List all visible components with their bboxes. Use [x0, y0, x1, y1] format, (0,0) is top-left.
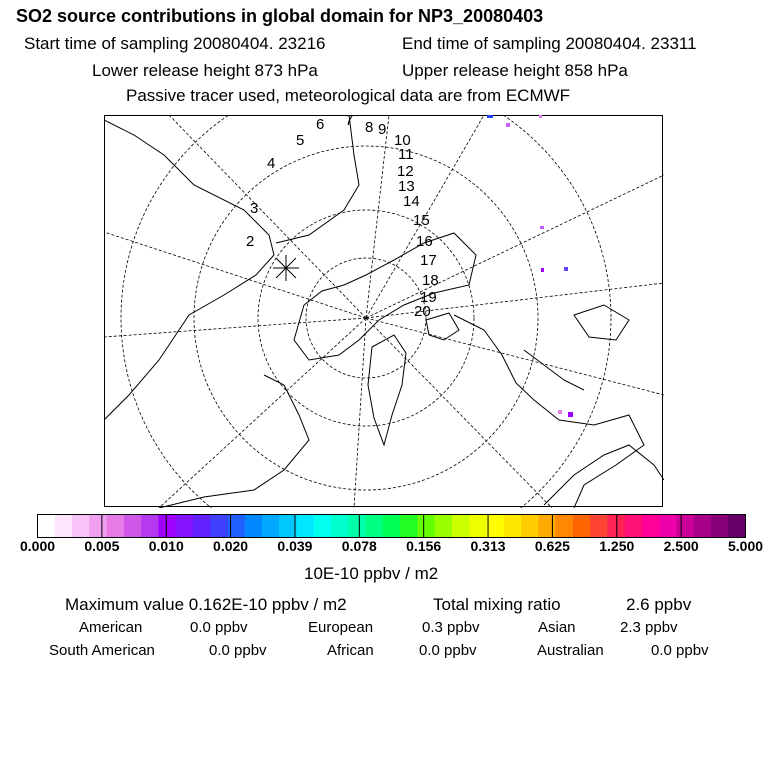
color-bar-cell: [486, 515, 504, 538]
trajectory-hour-label: 18: [422, 272, 439, 289]
trajectory-hour-label: 7: [345, 115, 354, 129]
color-bar-cell: [262, 515, 280, 538]
color-bar-tick-label: 0.039: [277, 538, 313, 554]
color-bar-cell: [72, 515, 90, 538]
region-value-african: 0.0 ppbv: [419, 642, 477, 659]
region-value-american: 0.0 ppbv: [190, 619, 248, 636]
color-bar-cell: [469, 515, 487, 538]
region-name-african: African: [327, 642, 374, 659]
region-value-south-american: 0.0 ppbv: [209, 642, 267, 659]
color-bar-cell: [193, 515, 211, 538]
trajectory-hour-label: 5: [296, 132, 305, 149]
color-bar-cell: [314, 515, 332, 538]
color-bar-cell: [331, 515, 349, 538]
color-bar-cell: [590, 515, 608, 538]
color-bar-cell: [625, 515, 643, 538]
region-name-american: American: [79, 619, 143, 636]
trajectory-hour-label: 15: [413, 212, 430, 229]
color-bar-cell: [400, 515, 418, 538]
trajectory-hour-label: 11: [398, 146, 414, 163]
color-bar-cell: [107, 515, 125, 538]
color-bar-cell: [297, 515, 315, 538]
color-bar-tick-label: 0.020: [213, 538, 249, 554]
color-bar-cell: [210, 515, 228, 538]
region-value-australian: 0.0 ppbv: [651, 642, 709, 659]
color-bar-cell: [141, 515, 159, 538]
start-time-label: Start time of sampling 20080404. 23216: [24, 34, 326, 53]
color-bar-tick-label: 2.500: [663, 538, 699, 554]
trajectory-hour-label: 13: [398, 178, 415, 195]
map-frame: [105, 116, 663, 507]
color-bar-cell: [504, 515, 522, 538]
trajectory-hour-label: 14: [403, 193, 420, 210]
color-bar-cell: [348, 515, 366, 538]
trajectory-hour-label: 9: [378, 121, 387, 138]
region-name-asian: Asian: [538, 619, 576, 636]
color-bar-cell: [383, 515, 401, 538]
color-bar-cell: [659, 515, 677, 538]
color-bar-cell: [573, 515, 591, 538]
color-bar-cell: [521, 515, 539, 538]
trajectory-hour-label: 4: [267, 155, 276, 172]
trajectory-hour-label: 2: [246, 233, 255, 250]
color-bar-cell: [245, 515, 263, 538]
color-bar-cell: [711, 515, 729, 538]
upper-height-label: Upper release height 858 hPa: [402, 61, 628, 80]
trajectory-hour-label: 12: [397, 163, 414, 180]
map-title: SO2 source contributions in global domain for NP3_20080403: [16, 6, 544, 26]
lower-height-label: Lower release height 873 hPa: [92, 61, 318, 80]
trajectory-hour-label: 19: [420, 289, 437, 306]
trajectory-hour-label: 3: [250, 200, 259, 217]
tracer-note: Passive tracer used, meteorological data are from ECMWF: [126, 86, 571, 105]
color-bar-cell: [366, 515, 384, 538]
trajectory-hour-label: 20: [414, 303, 431, 320]
color-bar-cell: [435, 515, 453, 538]
color-bar-tick-label: 0.078: [341, 538, 377, 554]
total-mixing-value: 2.6 ppbv: [626, 595, 692, 614]
color-bar-cell: [556, 515, 574, 538]
color-bar-cell: [158, 515, 176, 538]
color-bar-cell: [728, 515, 746, 538]
color-bar-tick-label: 0.000: [19, 538, 56, 554]
trajectory-hour-label: 16: [416, 233, 433, 250]
color-bar-cell: [89, 515, 107, 538]
color-bar: [37, 514, 747, 538]
release-point-star: [273, 255, 299, 281]
color-bar-cell: [279, 515, 297, 538]
color-bar-cell: [694, 515, 712, 538]
color-bar-tick-label: 1.250: [599, 538, 635, 554]
max-value-label: Maximum value 0.162E-10 ppbv / m2: [65, 595, 347, 614]
end-time-label: End time of sampling 20080404. 23311: [402, 34, 697, 53]
color-bar-tick-label: 0.005: [84, 538, 120, 554]
color-bar-cell: [124, 515, 142, 538]
color-bar-tick-label: 0.625: [534, 538, 570, 554]
region-name-australian: Australian: [537, 642, 604, 659]
trajectory-hour-label: 8: [365, 119, 374, 136]
color-bar-tick-label: 0.313: [470, 538, 506, 554]
color-bar-unit: 10E-10 ppbv / m2: [304, 564, 439, 583]
trajectory-hour-label: 6: [316, 116, 325, 133]
trajectory-hour-label: 10: [394, 132, 411, 149]
color-bar-cell: [642, 515, 660, 538]
color-bar-cells: [38, 515, 747, 538]
region-name-european: European: [308, 619, 374, 636]
color-bar-cell: [607, 515, 625, 538]
trajectory-hour-label: 17: [420, 252, 437, 269]
color-bar-tick-label: 0.156: [406, 538, 442, 554]
region-value-european: 0.3 ppbv: [422, 619, 480, 636]
total-mixing-label: Total mixing ratio: [433, 595, 561, 614]
color-bar-cell: [55, 515, 73, 538]
color-bar-cell: [176, 515, 194, 538]
color-bar-cell: [676, 515, 694, 538]
polar-map: [104, 115, 664, 508]
region-name-south-american: South American: [49, 642, 155, 659]
color-bar-cell: [38, 515, 56, 538]
color-bar-cell: [538, 515, 556, 538]
color-bar-cell: [417, 515, 435, 538]
color-bar-tick-label: 0.010: [148, 538, 184, 554]
color-bar-cell: [452, 515, 470, 538]
region-value-asian: 2.3 ppbv: [620, 619, 678, 636]
color-bar-tick-label: 5.000: [727, 538, 764, 554]
